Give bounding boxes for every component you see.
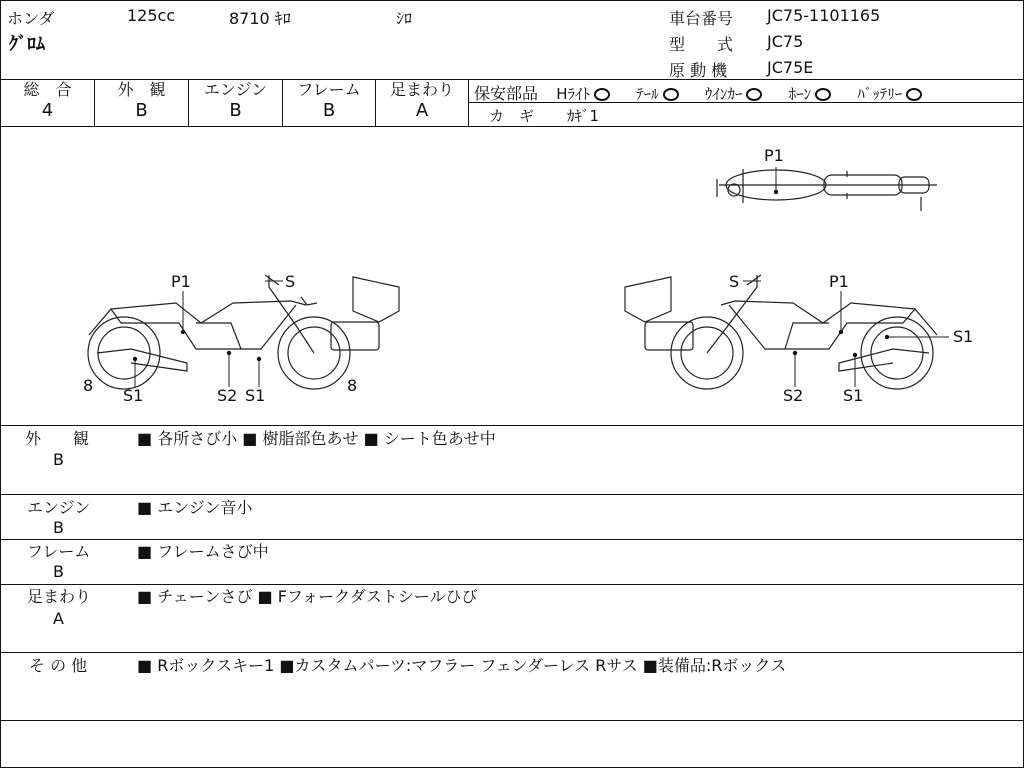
section-exterior-items: ■ 各所さび小 ■ 樹脂部色あせ ■ シート色あせ中 [137, 429, 496, 448]
mark-left-s1a: S1 [123, 386, 144, 405]
section-engine-grade: B [53, 518, 64, 537]
safety-battery [857, 85, 922, 103]
grade-label: 総 合 [23, 80, 72, 99]
grade-exterior [95, 81, 188, 123]
body-color: ｼﾛ [396, 9, 413, 28]
divider [1, 425, 1023, 426]
mileage: 8710 ｷﾛ [229, 9, 291, 28]
safety-label: 保安部品 [474, 84, 539, 103]
mark-right-s1a: S1 [953, 327, 974, 346]
mark-left-s: S [285, 272, 296, 291]
divider [1, 720, 1023, 721]
key-label: カ ギ [489, 107, 535, 125]
section-engine-title: エンジン [27, 498, 91, 517]
divider [1, 652, 1023, 653]
section-suspension-title: 足まわり [27, 587, 92, 606]
item-label: ｳｲﾝｶｰ [704, 85, 743, 103]
grade-value: B [322, 100, 336, 121]
bike-right-view [625, 275, 937, 389]
safety-horn [789, 85, 832, 103]
mark-left-8a: 8 [83, 376, 94, 395]
frame-no: JC75-1101165 [767, 6, 881, 25]
mark-right-s1b: S1 [843, 386, 864, 405]
mark-right-s: S [729, 272, 740, 291]
grade-overall [1, 81, 94, 123]
safety-winker [705, 85, 763, 103]
item-label: ﾊﾞｯﾃﾘｰ [857, 85, 903, 103]
ok-circle-icon [906, 88, 922, 101]
grade-value: B [229, 100, 242, 121]
divider [1, 494, 1023, 495]
mark-left-s1b: S1 [245, 386, 266, 405]
mark-left-s2: S2 [217, 386, 238, 405]
safety-parts-row [474, 81, 922, 104]
bike-top-view [717, 169, 937, 211]
mark-left-p1: P1 [171, 272, 191, 291]
engine-code: JC75E [767, 58, 814, 77]
grade-label: 足まわり [389, 80, 454, 99]
frame-no-label: 車台番号 [669, 9, 734, 28]
grade-value: A [415, 100, 429, 121]
item-label: ﾎｰﾝ [788, 85, 812, 103]
section-frame-title: フレーム [27, 542, 91, 561]
section-frame-items: ■ フレームさび中 [137, 542, 269, 561]
grade-label: フレーム [297, 80, 361, 99]
key-value: ｶｷﾞ1 [567, 107, 600, 125]
item-label: ﾃｰﾙ [636, 85, 659, 103]
maker-name: ホンダ [7, 9, 55, 28]
grade-value: B [135, 100, 148, 121]
item-label: Hﾗｲﾄ [556, 85, 590, 103]
model-name: ｸﾞﾛﾑ [9, 34, 45, 55]
section-suspension-items: ■ チェーンさび ■ Fフォークダストシールひび [137, 587, 478, 606]
ok-circle-icon [594, 88, 610, 101]
safety-tail [636, 85, 679, 103]
mark-right-s2: S2 [783, 386, 804, 405]
section-suspension-grade: A [53, 609, 64, 628]
displacement: 125cc [127, 6, 176, 25]
grade-value: 4 [41, 100, 54, 121]
section-exterior-title: 外 観 [25, 429, 90, 448]
ok-circle-icon [663, 88, 679, 101]
mark-top-p1: P1 [764, 146, 784, 165]
grade-label: 外 観 [117, 80, 166, 99]
section-engine-items: ■ エンジン音小 [137, 498, 253, 517]
section-frame-grade: B [53, 562, 64, 581]
model-type: JC75 [767, 32, 804, 51]
grade-label: エンジン [203, 80, 268, 99]
divider [1, 539, 1023, 540]
mark-left-8b: 8 [347, 376, 358, 395]
divider [468, 80, 469, 126]
divider [1, 584, 1023, 585]
safety-headlight [556, 85, 610, 103]
section-other-title: そ の 他 [29, 656, 88, 675]
grade-suspension [376, 81, 468, 123]
ok-circle-icon [746, 88, 762, 101]
ok-circle-icon [815, 88, 831, 101]
damage-diagram [1, 127, 1023, 425]
section-other-items: ■ Rボックスキー1 ■カスタムパーツ:マフラー フェンダーレス Rサス ■装備品:Rボックス [137, 656, 787, 675]
grade-frame [283, 81, 375, 123]
grade-engine [189, 81, 282, 123]
engine-label: 原 動 機 [669, 61, 728, 80]
mark-right-p1: P1 [829, 272, 849, 291]
type-label: 型 式 [669, 35, 734, 54]
divider [469, 102, 1023, 103]
section-exterior-grade: B [53, 450, 64, 469]
